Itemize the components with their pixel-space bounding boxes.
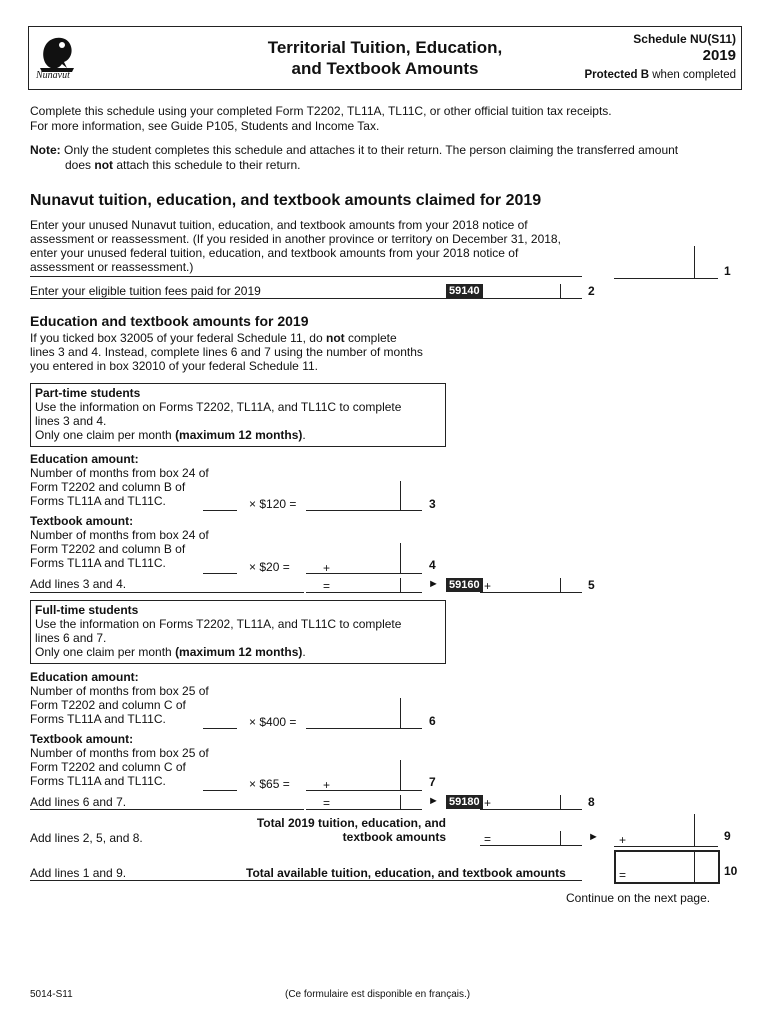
line9-label: Total 2019 tuition, education, and textbook amounts — [256, 816, 446, 844]
parttime-textbook-text: Textbook amount: Number of months from box 24 of Form T2202 and column B of Forms TL11A and TL11C. — [30, 514, 209, 570]
line4-amount-field[interactable] — [306, 573, 422, 574]
parttime-info: Part-time students Use the information on Forms T2202, TL11A, and TL11C to complete lines 3 and 4. Only one claim per month (maximum 12 months). — [35, 386, 402, 442]
line5-arrow-icon: ► — [428, 578, 439, 590]
line10-label: Total available tuition, education, and textbook amounts — [246, 866, 566, 880]
line10-cents-divider — [694, 852, 695, 882]
line5-plus: + — [484, 579, 492, 593]
line5-left-rule — [30, 592, 304, 593]
line9-equals: = — [484, 832, 492, 846]
line-number-8: 8 — [588, 795, 595, 809]
line10-rule — [30, 880, 582, 881]
french-note: (Ce formulaire est disponible en français.) — [285, 989, 471, 1000]
line5-cents-divider — [560, 578, 561, 593]
line-number-2: 2 — [588, 284, 595, 298]
section-heading-education: Education and textbook amounts for 2019 — [30, 313, 309, 329]
parttime-edu-text: Education amount: Number of months from box 24 of Form T2202 and column B of Forms TL11A and TL11C. — [30, 452, 209, 508]
line6-months-field[interactable] — [203, 728, 237, 729]
line4-months-field[interactable] — [203, 573, 237, 574]
line9-amount-field[interactable] — [614, 846, 718, 847]
section-heading-claimed: Nunavut tuition, education, and textbook amounts claimed for 2019 — [30, 192, 542, 209]
line7-cents-divider — [400, 760, 401, 791]
line4-plus: + — [323, 561, 331, 575]
line9-arrow-icon: ► — [588, 831, 599, 843]
line5-sub-field[interactable] — [306, 592, 422, 593]
line9-sub-divider — [560, 831, 561, 846]
line6-cents-divider — [400, 698, 401, 729]
line-number-7: 7 — [429, 775, 436, 789]
line8-cents-divider — [560, 795, 561, 810]
line10-equals: = — [619, 868, 627, 882]
education-intro: If you ticked box 32005 of your federal Schedule 11, do not complete lines 3 and 4. Instead, complete lines 6 and 7 using the number of months you entered in box 32010 of your federal Schedule 11. — [30, 331, 423, 373]
line-number-9: 9 — [724, 829, 731, 843]
line8-left-rule — [30, 809, 304, 810]
line8-text: Add lines 6 and 7. — [30, 795, 127, 809]
line5-amount-field[interactable] — [480, 592, 582, 593]
line6-amount-field[interactable] — [306, 728, 422, 729]
line4-cents-divider — [400, 543, 401, 574]
line8-equals: = — [323, 796, 331, 810]
line9-plus: + — [619, 833, 627, 847]
line5-sub-divider — [400, 578, 401, 593]
line7-amount-field[interactable] — [306, 790, 422, 791]
line8-sub-divider — [400, 795, 401, 810]
protected-label: Protected B when completed — [584, 69, 736, 81]
fulltime-textbook-text: Textbook amount: Number of months from box 25 of Form T2202 and column C of Forms TL11A and TL11C. — [30, 732, 209, 788]
line1-amount-field[interactable] — [614, 278, 718, 279]
schedule-id: Schedule NU(S11) — [633, 32, 736, 46]
line-number-4: 4 — [429, 558, 436, 572]
line4-rate: × $20 = — [249, 560, 290, 574]
line8-code: 59180 — [446, 795, 483, 809]
line8-arrow-icon: ► — [428, 795, 439, 807]
note-text: Note: Only the student completes this schedule and attaches it to their return. The person claiming the transferred amount does not attach this schedule to their return. — [30, 143, 679, 172]
line8-sub-field[interactable] — [306, 809, 422, 810]
line8-amount-field[interactable] — [480, 809, 582, 810]
line7-rate: × $65 = — [249, 777, 290, 791]
line9-text: Add lines 2, 5, and 8. — [30, 831, 143, 845]
fulltime-info: Full-time students Use the information on Forms T2202, TL11A, and TL11C to complete lines 6 and 7. Only one claim per month (maximum 12 months). — [35, 603, 402, 659]
line5-code: 59160 — [446, 578, 483, 592]
line5-equals: = — [323, 579, 331, 593]
continue-note: Continue on the next page. — [566, 891, 711, 905]
line2-code: 59140 — [446, 284, 483, 298]
line2-cents-divider — [560, 284, 561, 298]
line-number-10: 10 — [724, 864, 738, 878]
line7-months-field[interactable] — [203, 790, 237, 791]
form-id: 5014-S11 — [30, 989, 73, 1000]
line2-text: Enter your eligible tuition fees paid for 2019 — [30, 284, 261, 298]
line1-rule — [30, 276, 582, 277]
intro-text: Complete this schedule using your completed Form T2202, TL11A, TL11C, or other official tuition tax receipts. For more information, see Guide P105, Students and Income Tax. — [30, 104, 612, 133]
logo-text: Nunavut — [36, 70, 70, 81]
line-number-3: 3 — [429, 497, 436, 511]
line3-cents-divider — [400, 481, 401, 511]
line6-rate: × $400 = — [249, 715, 297, 729]
line-number-6: 6 — [429, 714, 436, 728]
fulltime-edu-text: Education amount: Number of months from box 25 of Form T2202 and column C of Forms TL11A and TL11C. — [30, 670, 209, 726]
form-title: Territorial Tuition, Education, and Textbook Amounts — [267, 38, 503, 78]
line-number-1: 1 — [724, 264, 731, 278]
line7-plus: + — [323, 778, 331, 792]
line3-months-field[interactable] — [203, 510, 237, 511]
line5-text: Add lines 3 and 4. — [30, 577, 127, 591]
nunavut-logo-icon — [34, 34, 80, 84]
line2-rule — [30, 298, 582, 299]
line8-plus: + — [484, 796, 492, 810]
line1-cents-divider — [694, 246, 695, 278]
line10-total-box[interactable] — [614, 850, 720, 884]
line3-rate: × $120 = — [249, 497, 297, 511]
line9-sub-field[interactable] — [480, 845, 582, 846]
line10-text: Add lines 1 and 9. — [30, 866, 127, 880]
line3-amount-field[interactable] — [306, 510, 422, 511]
line9-cents-divider — [694, 814, 695, 847]
line1-text: Enter your unused Nunavut tuition, education, and textbook amounts from your 2018 notice of assessment or reassessment. (If you resided in another province or territory on December 31, 2018, enter your unused federal tuition, education, and textbook amounts from your 2018 notice of assessment or reassessment.) — [30, 218, 561, 274]
line-number-5: 5 — [588, 578, 595, 592]
form-year: 2019 — [702, 47, 736, 64]
